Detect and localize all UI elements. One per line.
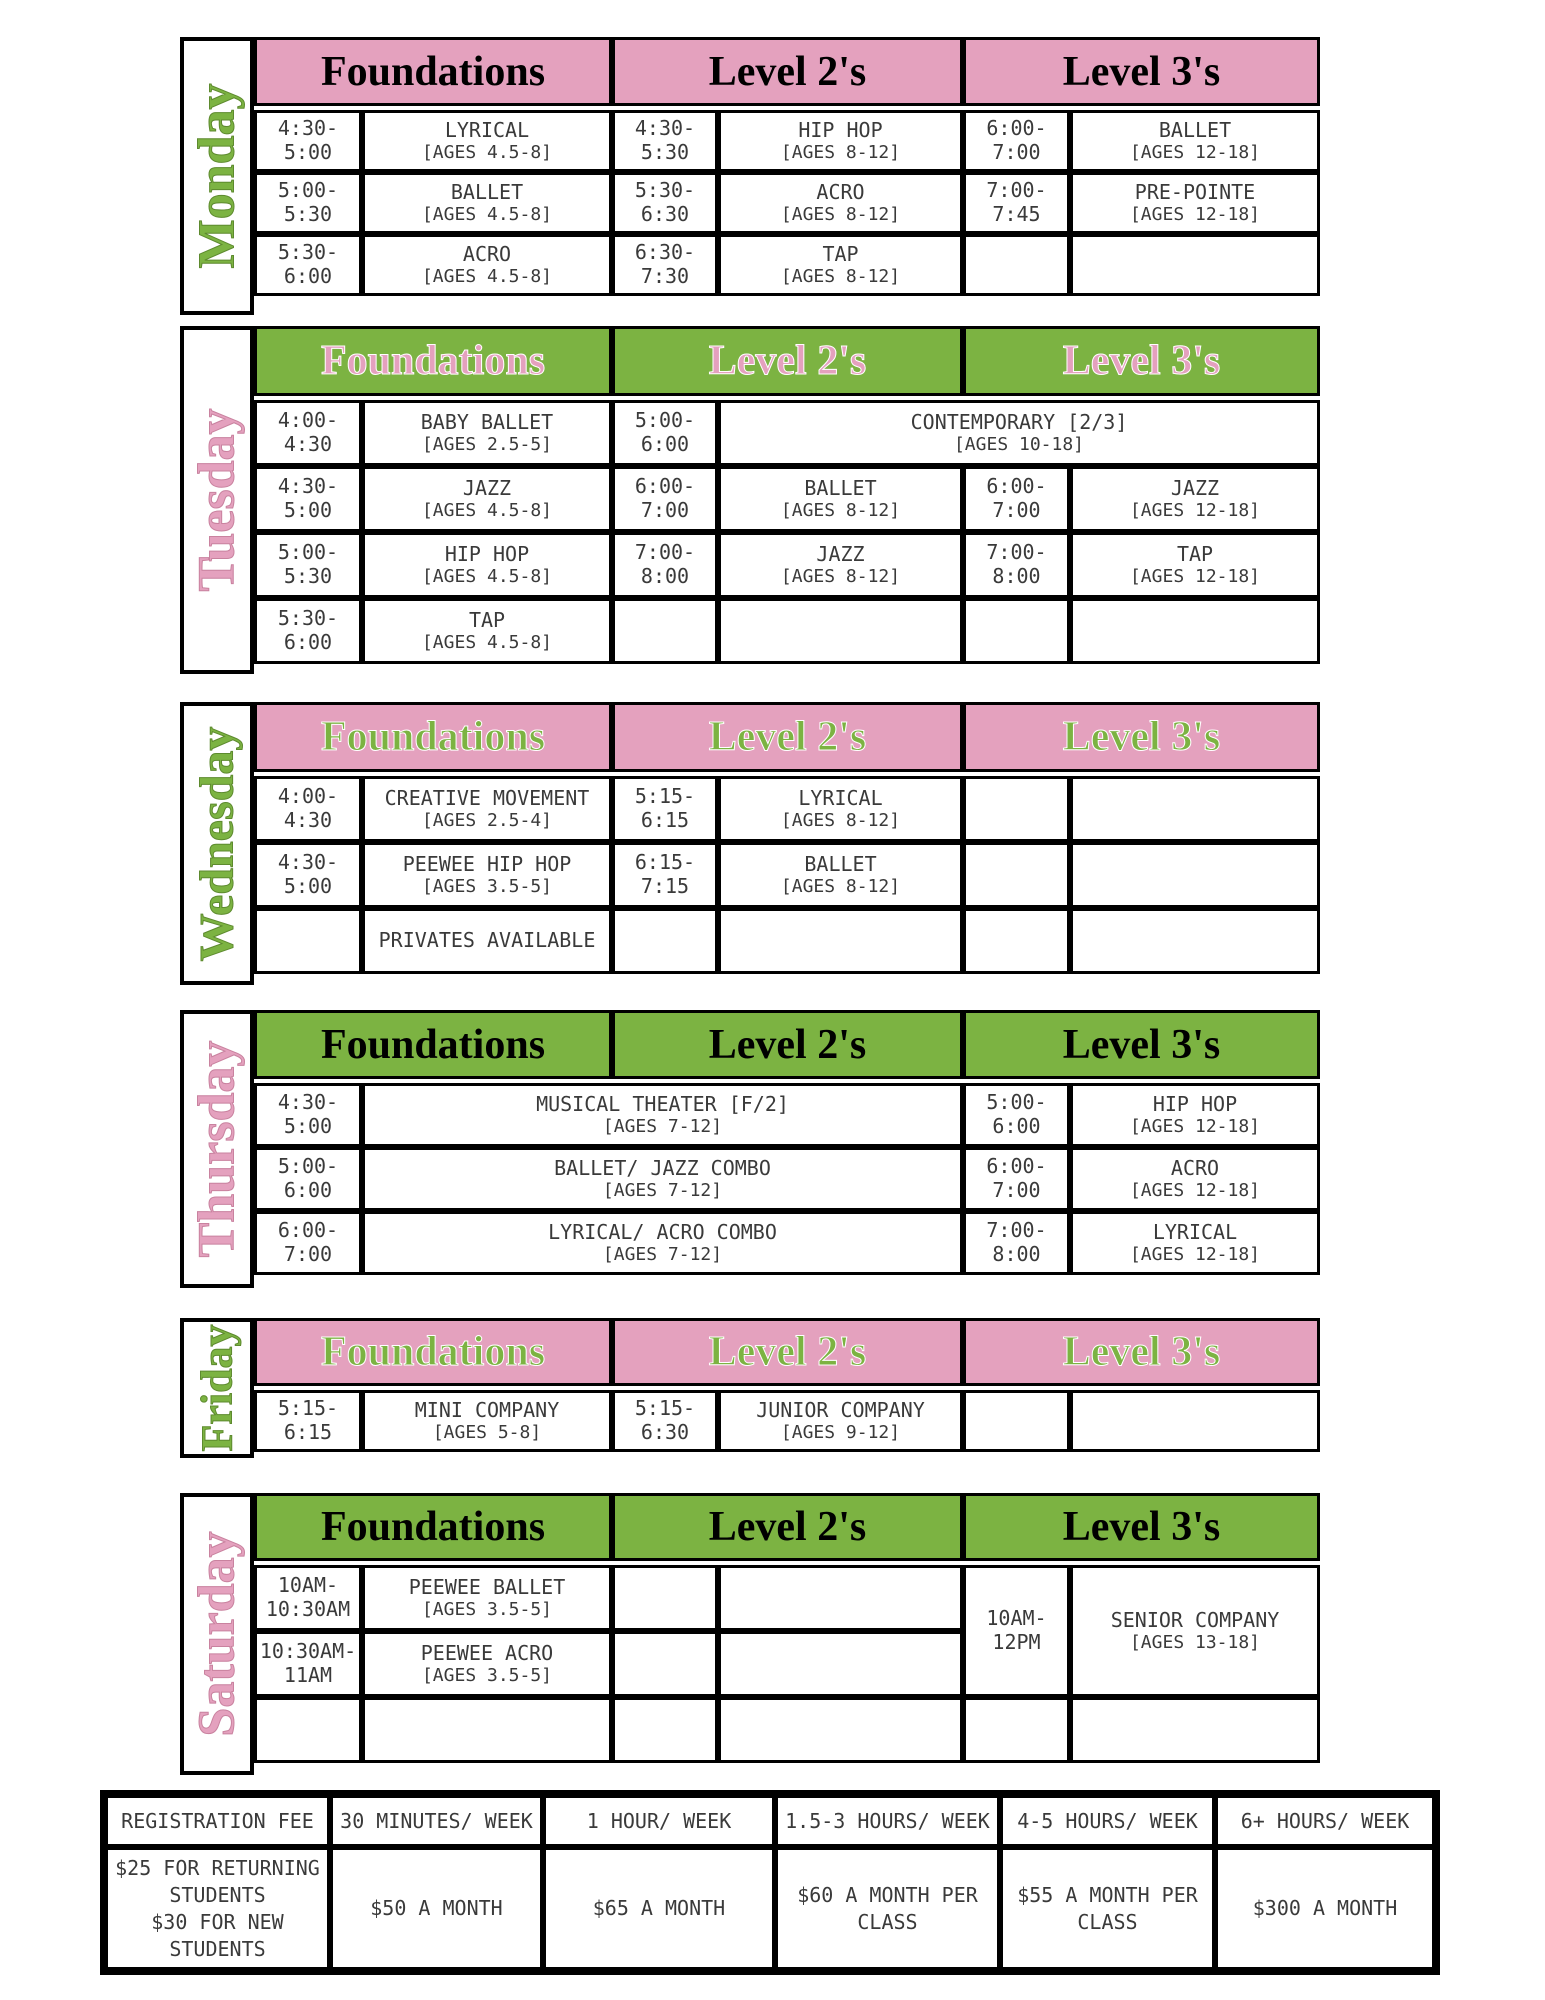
class-time xyxy=(612,1565,718,1631)
fee-value: $55 A MONTH PER CLASS xyxy=(1000,1847,1215,1970)
class-time xyxy=(612,110,718,172)
class-cell xyxy=(718,598,963,664)
time-line: 4:30- xyxy=(277,850,339,875)
class-cell xyxy=(362,1565,612,1631)
class-ages: [AGES 8-12] xyxy=(780,500,901,522)
class-ages: [AGES 13-18] xyxy=(1129,1632,1261,1654)
day-name: Tuesday xyxy=(188,408,246,592)
time-line: 7:00- xyxy=(634,540,696,565)
fee-value: $50 A MONTH xyxy=(330,1847,543,1970)
class-cell xyxy=(362,172,612,234)
class-ages: [AGES 4.5-8] xyxy=(421,204,553,226)
header-level-2: Level 2's xyxy=(612,37,963,106)
time-line: 6:15 xyxy=(283,1420,333,1444)
time-line: 5:15- xyxy=(277,1396,339,1421)
time-line: 7:00 xyxy=(640,498,690,522)
time-line: 5:00 xyxy=(283,498,333,522)
class-ages: [AGES 9-12] xyxy=(780,1422,901,1444)
fee-header: 1.5-3 HOURS/ WEEK xyxy=(775,1795,1000,1847)
class-time xyxy=(963,1390,1070,1452)
class-ages: [AGES 4.5-8] xyxy=(421,266,553,288)
time-line: 6:00- xyxy=(986,116,1047,141)
class-name: BALLET xyxy=(804,851,877,876)
class-name: ACRO xyxy=(1170,1155,1220,1180)
class-cell xyxy=(362,1697,612,1763)
class-time xyxy=(254,532,362,598)
class-name: LYRICAL xyxy=(1152,1219,1238,1244)
time-line: 5:30- xyxy=(277,240,339,265)
class-time xyxy=(254,776,362,842)
time-line: 5:00- xyxy=(277,540,339,565)
time-line: 6:15- xyxy=(634,850,696,875)
class-cell xyxy=(362,598,612,664)
time-line: 4:00- xyxy=(277,408,339,433)
class-name: LYRICAL/ ACRO COMBO xyxy=(548,1219,777,1244)
class-time xyxy=(612,466,718,532)
day-name: Friday xyxy=(192,1324,242,1452)
class-cell xyxy=(1070,598,1320,664)
fee-header: REGISTRATION FEE xyxy=(105,1795,330,1847)
class-cell xyxy=(362,776,612,842)
class-cell xyxy=(718,908,963,974)
class-name: TAP xyxy=(822,241,859,266)
time-line: 7:00 xyxy=(992,1178,1041,1202)
class-time xyxy=(963,842,1070,908)
class-cell xyxy=(1070,1083,1320,1147)
class-name: BALLET xyxy=(450,179,524,204)
class-name: MUSICAL THEATER [F/2] xyxy=(536,1091,789,1116)
class-time xyxy=(254,466,362,532)
class-time xyxy=(254,1083,362,1147)
class-time xyxy=(254,1147,362,1211)
class-cell xyxy=(718,1697,963,1763)
class-ages: [AGES 7-12] xyxy=(602,1116,723,1138)
header-level-3: Level 3's xyxy=(963,1493,1320,1561)
class-name: PEEWEE ACRO xyxy=(420,1640,554,1665)
class-cell xyxy=(718,532,963,598)
class-name: PRE-POINTE xyxy=(1134,179,1256,204)
class-cell xyxy=(1070,172,1320,234)
class-name: PEEWEE HIP HOP xyxy=(402,851,572,876)
class-time xyxy=(963,1697,1070,1763)
class-ages: [AGES 4.5-8] xyxy=(421,500,553,522)
header-foundations: Foundations xyxy=(254,1010,612,1079)
class-time xyxy=(612,1390,718,1452)
class-ages: [AGES 12-18] xyxy=(1129,142,1261,164)
time-line: 6:00 xyxy=(283,264,333,288)
day-name: Monday xyxy=(188,83,246,269)
class-time xyxy=(963,172,1070,234)
time-line: 7:00- xyxy=(986,1218,1047,1243)
header-level-3: Level 3's xyxy=(963,1010,1320,1079)
fee-value: $60 A MONTH PER CLASS xyxy=(775,1847,1000,1970)
fee-header: 30 MINUTES/ WEEK xyxy=(330,1795,543,1847)
time-line: 4:30 xyxy=(283,432,333,456)
time-line: 5:30- xyxy=(634,178,696,203)
class-ages: [AGES 8-12] xyxy=(780,142,901,164)
time-line: 5:15- xyxy=(634,784,696,809)
class-ages: [AGES 10-18] xyxy=(953,434,1085,456)
day-name: Saturday xyxy=(188,1531,246,1737)
header-foundations: Foundations xyxy=(254,37,612,106)
class-time xyxy=(254,400,362,466)
time-line: 4:30- xyxy=(634,116,696,141)
class-time xyxy=(963,1565,1070,1697)
class-name: JAZZ xyxy=(816,541,865,566)
class-ages: [AGES 12-18] xyxy=(1129,566,1261,588)
class-cell-wide xyxy=(362,1147,963,1211)
class-cell xyxy=(1070,1565,1320,1697)
class-time xyxy=(612,234,718,296)
header-level-2: Level 2's xyxy=(612,326,963,396)
time-line: 5:30- xyxy=(277,606,339,631)
class-time xyxy=(254,1565,362,1631)
class-ages: [AGES 12-18] xyxy=(1129,1244,1261,1266)
class-name: HIP HOP xyxy=(444,541,530,566)
class-time xyxy=(254,1631,362,1697)
time-line: 7:00 xyxy=(992,498,1041,522)
header-foundations: Foundations xyxy=(254,1493,612,1561)
class-name: JUNIOR COMPANY xyxy=(756,1397,925,1422)
class-ages: [AGES 7-12] xyxy=(602,1180,723,1202)
class-name: HIP HOP xyxy=(798,117,883,142)
class-time xyxy=(254,1390,362,1452)
class-cell xyxy=(362,466,612,532)
class-cell xyxy=(362,110,612,172)
class-cell xyxy=(1070,842,1320,908)
time-line: 7:00- xyxy=(986,178,1047,203)
class-name: TAP xyxy=(1176,541,1214,566)
time-line: 4:00- xyxy=(277,784,339,809)
class-name: BALLET xyxy=(804,475,877,500)
class-name: CREATIVE MOVEMENT xyxy=(384,785,590,810)
time-line: 6:00 xyxy=(640,432,690,456)
time-line: 10:30AM- xyxy=(259,1639,357,1664)
class-cell xyxy=(718,234,963,296)
day-label-wednesday xyxy=(180,702,254,985)
class-name: BABY BALLET xyxy=(420,409,554,434)
class-time xyxy=(612,532,718,598)
class-time xyxy=(612,598,718,664)
class-name: HIP HOP xyxy=(1152,1091,1238,1116)
class-ages: [AGES 3.5-5] xyxy=(421,1665,553,1687)
time-line: 5:30 xyxy=(640,140,690,164)
time-line: 10:30AM xyxy=(265,1597,351,1621)
header-foundations: Foundations xyxy=(254,1318,612,1386)
time-line: 5:00- xyxy=(277,1154,339,1179)
class-name: BALLET/ JAZZ COMBO xyxy=(554,1155,771,1180)
class-cell-wide xyxy=(718,400,1320,466)
class-ages: [AGES 12-18] xyxy=(1129,1180,1261,1202)
time-line: 6:00- xyxy=(277,1218,339,1243)
header-level-3: Level 3's xyxy=(963,37,1320,106)
class-time xyxy=(254,110,362,172)
class-cell xyxy=(1070,466,1320,532)
time-line: 4:30- xyxy=(277,1090,339,1115)
fee-header: 1 HOUR/ WEEK xyxy=(543,1795,775,1847)
class-cell xyxy=(718,842,963,908)
time-line: 10AM- xyxy=(986,1606,1047,1631)
header-level-2: Level 2's xyxy=(612,702,963,772)
class-cell xyxy=(362,1390,612,1452)
time-line: 6:00 xyxy=(283,630,333,654)
class-name: JAZZ xyxy=(462,475,512,500)
class-cell xyxy=(718,1631,963,1697)
class-name: PRIVATES AVAILABLE xyxy=(378,928,596,953)
day-label-saturday xyxy=(180,1493,254,1775)
class-time xyxy=(612,842,718,908)
class-ages: [AGES 7-12] xyxy=(602,1244,723,1266)
time-line: 6:00- xyxy=(634,474,696,499)
time-line: 7:00- xyxy=(986,540,1047,565)
class-cell xyxy=(362,532,612,598)
class-cell xyxy=(362,400,612,466)
class-cell xyxy=(1070,776,1320,842)
fee-value: $65 A MONTH xyxy=(543,1847,775,1970)
class-name: TAP xyxy=(468,607,506,632)
class-cell xyxy=(1070,1697,1320,1763)
time-line: 5:00- xyxy=(277,178,339,203)
class-ages: [AGES 3.5-5] xyxy=(421,876,553,898)
class-name: JAZZ xyxy=(1170,475,1220,500)
time-line: 5:00 xyxy=(283,140,333,164)
class-ages: [AGES 12-18] xyxy=(1129,204,1261,226)
time-line: 5:00- xyxy=(986,1090,1047,1115)
class-cell xyxy=(1070,110,1320,172)
time-line: 8:00 xyxy=(992,1242,1041,1266)
class-ages: [AGES 8-12] xyxy=(780,566,901,588)
class-time xyxy=(963,1147,1070,1211)
day-label-tuesday xyxy=(180,326,254,674)
class-cell xyxy=(718,776,963,842)
time-line: 5:00 xyxy=(283,874,333,898)
fee-header: 6+ HOURS/ WEEK xyxy=(1215,1795,1435,1847)
time-line: 6:30 xyxy=(640,1420,690,1444)
class-cell xyxy=(1070,908,1320,974)
fee-value: $300 A MONTH xyxy=(1215,1847,1435,1970)
class-time xyxy=(963,532,1070,598)
header-level-2: Level 2's xyxy=(612,1318,963,1386)
class-cell xyxy=(1070,234,1320,296)
header-foundations: Foundations xyxy=(254,326,612,396)
class-ages: [AGES 2.5-5] xyxy=(421,434,553,456)
class-ages: [AGES 4.5-8] xyxy=(421,632,553,654)
class-ages: [AGES 3.5-5] xyxy=(421,1599,553,1621)
time-line: 4:30- xyxy=(277,474,339,499)
header-level-2: Level 2's xyxy=(612,1010,963,1079)
class-time xyxy=(963,1083,1070,1147)
class-name: ACRO xyxy=(816,179,865,204)
class-time xyxy=(963,466,1070,532)
class-cell xyxy=(718,172,963,234)
class-time xyxy=(612,1697,718,1763)
class-name: LYRICAL xyxy=(798,785,883,810)
class-cell xyxy=(1070,1147,1320,1211)
class-time xyxy=(963,1211,1070,1275)
time-line: 5:30 xyxy=(283,202,333,226)
day-label-friday xyxy=(180,1318,254,1458)
time-line: 10AM- xyxy=(277,1573,339,1598)
class-ages: [AGES 12-18] xyxy=(1129,1116,1261,1138)
class-time xyxy=(254,234,362,296)
time-line: 5:15- xyxy=(634,1396,696,1421)
header-level-3: Level 3's xyxy=(963,702,1320,772)
time-line: 6:00- xyxy=(986,474,1047,499)
time-line: 7:00 xyxy=(283,1242,333,1266)
time-line: 6:30 xyxy=(640,202,690,226)
class-ages: [AGES 8-12] xyxy=(780,266,901,288)
class-name: CONTEMPORARY [2/3] xyxy=(910,409,1128,434)
class-name: MINI COMPANY xyxy=(414,1397,560,1422)
fee-header: 4-5 HOURS/ WEEK xyxy=(1000,1795,1215,1847)
time-line: 6:00- xyxy=(986,1154,1047,1179)
time-line: 6:00 xyxy=(283,1178,333,1202)
time-line: 8:00 xyxy=(992,564,1041,588)
class-cell xyxy=(1070,1390,1320,1452)
class-time xyxy=(254,1697,362,1763)
class-time xyxy=(612,172,718,234)
class-name: ACRO xyxy=(462,241,512,266)
class-name: BALLET xyxy=(1158,117,1232,142)
time-line: 11AM xyxy=(283,1663,333,1687)
class-cell xyxy=(718,1565,963,1631)
class-cell xyxy=(362,234,612,296)
class-ages: [AGES 8-12] xyxy=(780,204,901,226)
time-line: 4:30 xyxy=(283,808,333,832)
time-line: 7:15 xyxy=(640,874,690,898)
time-line: 7:30 xyxy=(640,264,690,288)
class-cell xyxy=(1070,532,1320,598)
class-name: PEEWEE BALLET xyxy=(408,1574,566,1599)
class-cell xyxy=(362,1631,612,1697)
class-cell xyxy=(718,466,963,532)
class-ages: [AGES 12-18] xyxy=(1129,500,1261,522)
class-time xyxy=(963,598,1070,664)
class-time xyxy=(612,908,718,974)
class-time xyxy=(963,110,1070,172)
class-time xyxy=(254,598,362,664)
fee-value: $25 FOR RETURNING STUDENTS $30 FOR NEW STUDENTS xyxy=(105,1847,330,1970)
time-line: 6:15 xyxy=(640,808,690,832)
class-cell-wide xyxy=(362,1083,963,1147)
class-cell xyxy=(718,1390,963,1452)
day-label-thursday xyxy=(180,1010,254,1288)
class-time xyxy=(254,1211,362,1275)
class-ages: [AGES 4.5-8] xyxy=(421,566,553,588)
class-time xyxy=(612,776,718,842)
time-line: 6:30- xyxy=(634,240,696,265)
class-time xyxy=(612,1631,718,1697)
class-ages: [AGES 2.5-4] xyxy=(421,810,553,832)
time-line: 7:00 xyxy=(992,140,1041,164)
header-level-2: Level 2's xyxy=(612,1493,963,1561)
time-line: 8:00 xyxy=(640,564,690,588)
header-foundations: Foundations xyxy=(254,702,612,772)
class-cell xyxy=(362,908,612,974)
day-name: Wednesday xyxy=(190,726,244,961)
day-label-monday xyxy=(180,37,254,315)
class-cell-wide xyxy=(362,1211,963,1275)
class-name: SENIOR COMPANY xyxy=(1110,1607,1280,1632)
day-name: Thursday xyxy=(188,1040,246,1258)
class-cell xyxy=(718,110,963,172)
class-time xyxy=(963,776,1070,842)
time-line: 5:30 xyxy=(283,564,333,588)
class-ages: [AGES 8-12] xyxy=(780,810,901,832)
class-cell xyxy=(1070,1211,1320,1275)
time-line: 4:30- xyxy=(277,116,339,141)
class-ages: [AGES 8-12] xyxy=(780,876,901,898)
class-time xyxy=(254,842,362,908)
class-ages: [AGES 5-8] xyxy=(432,1422,542,1444)
class-cell xyxy=(362,842,612,908)
class-time xyxy=(254,172,362,234)
time-line: 5:00- xyxy=(634,408,696,433)
class-time xyxy=(963,234,1070,296)
time-line: 12PM xyxy=(992,1630,1041,1654)
class-time xyxy=(254,908,362,974)
class-time xyxy=(963,908,1070,974)
class-time xyxy=(612,400,718,466)
time-line: 7:45 xyxy=(992,202,1041,226)
header-level-3: Level 3's xyxy=(963,326,1320,396)
time-line: 5:00 xyxy=(283,1114,333,1138)
class-ages: [AGES 4.5-8] xyxy=(421,142,553,164)
header-level-3: Level 3's xyxy=(963,1318,1320,1386)
time-line: 6:00 xyxy=(992,1114,1041,1138)
class-name: LYRICAL xyxy=(444,117,530,142)
